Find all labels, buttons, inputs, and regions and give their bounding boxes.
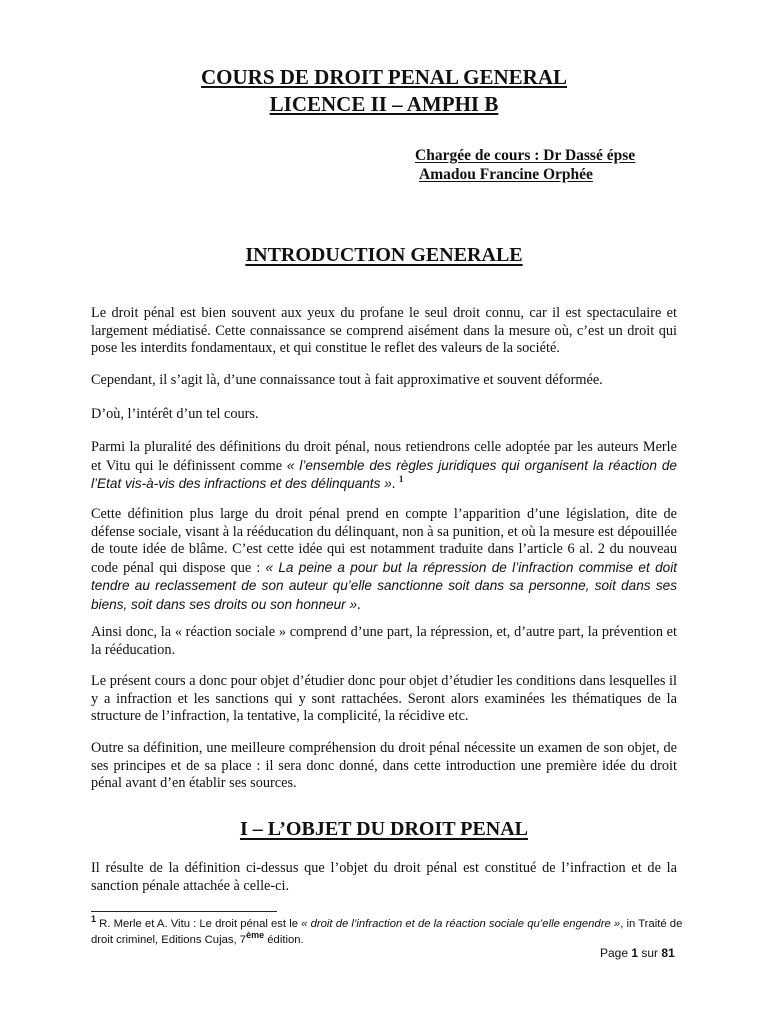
course-title-line2: LICENCE II – AMPHI B <box>269 92 499 116</box>
edition-superscript: ème <box>246 930 265 941</box>
page-label: Page <box>600 946 632 960</box>
page-number <box>600 946 675 960</box>
footnote-separator <box>91 911 277 912</box>
course-title <box>0 64 768 118</box>
paragraph: Il résulte de la définition ci-dessus que l’objet du droit pénal est constitué de l’infraction et de la sanction pénale attachée à celle-ci. <box>91 860 677 894</box>
paragraph: Le présent cours a donc pour objet d’étudier donc pour objet d’étudier les conditions dans lesquelles il y a infraction et les sanctions qui y sont rattachées. Seront alors examinées les thématiques de la structure de l’infraction, la tentative, la complicité, la récidive etc. <box>91 673 677 725</box>
lecturer-line2: Amadou Francine Orphée <box>419 166 593 183</box>
paragraph-text: Cette définition plus large du droit pénal prend en compte l’apparition d’une législation, dite de défense sociale, visant à la rééducation du délinquant, non à sa punition, et où la mesure est dépouillée de toute idée de blâme. C’est cette idée qui est notamment traduite dans l’article 6 al. 2 du nouveau code pénal qui dispose que : <box>91 506 677 576</box>
footnote <box>91 916 691 948</box>
lecturer-credit <box>415 146 635 184</box>
footnote-text: édition. <box>264 934 304 946</box>
footnote-text: , in Traité de droit criminel, Editions Cujas, 7 <box>91 918 683 946</box>
paragraph: Cependant, il s’agit là, d’une connaissance tout à fait approximative et souvent déformée. <box>91 372 603 388</box>
paragraph-text: . <box>357 596 361 613</box>
course-title-line1: COURS DE DROIT PENAL GENERAL <box>200 65 567 89</box>
footnote-number: 1 <box>91 914 97 925</box>
section-heading-introduction: INTRODUCTION GENERALE <box>245 244 523 266</box>
paragraph: Outre sa définition, une meilleure compréhension du droit pénal nécessite un examen de son objet, de ses principes et de sa place : il sera donc donné, dans cette introduction une première idée du droit pénal avant d’en établir ses sources. <box>91 740 677 792</box>
footnote-text: R. Merle et A. Vitu : Le droit pénal est le <box>96 918 302 930</box>
lecturer-line1: Chargée de cours : Dr Dassé épse <box>415 147 636 164</box>
footnote-quote: « droit de l’infraction et de la réaction sociale qu’elle engendre » <box>301 918 621 930</box>
paragraph-article <box>91 506 677 615</box>
paragraph-text: . <box>391 476 399 493</box>
current-page: 1 <box>631 946 639 960</box>
definition-quote: « l’ensemble des règles juridiques qui organisent la réaction de l’Etat vis-à-vis des infractions et des délinquants » <box>91 457 677 492</box>
article-quote: « La peine a pour but la répression de l’infraction commise et doit tendre au reclassement de son auteur qu’elle sanctionne soit dans sa personne, soit dans ses biens, soit dans ses droits ou son honneur » <box>91 559 677 612</box>
section-heading-objet: I – L’OBJET DU DROIT PENAL <box>239 818 529 840</box>
paragraph: Le droit pénal est bien souvent aux yeux du profane le seul droit connu, car il est spectaculaire et largement médiatisé. Cette connaissance se comprend aisément dans la mesure où, c’est un droit qui pose les interdits fondamentaux, et qui constitue le reflet des valeurs de la société. <box>91 305 677 357</box>
paragraph-text: Parmi la pluralité des définitions du droit pénal, nous retiendrons celle adoptée par les auteurs Merle et Vitu qui le définissent comme <box>91 439 677 474</box>
total-pages: 81 <box>661 946 675 960</box>
paragraph: D’où, l’intérêt d’un tel cours. <box>91 406 259 422</box>
page-sur: sur <box>638 946 662 960</box>
paragraph: Ainsi donc, la « réaction sociale » comprend d’une part, la répression, et, d’autre part, la prévention et la rééducation. <box>91 624 677 658</box>
footnote-reference[interactable]: 1 <box>398 474 404 485</box>
paragraph-definition <box>91 439 677 494</box>
